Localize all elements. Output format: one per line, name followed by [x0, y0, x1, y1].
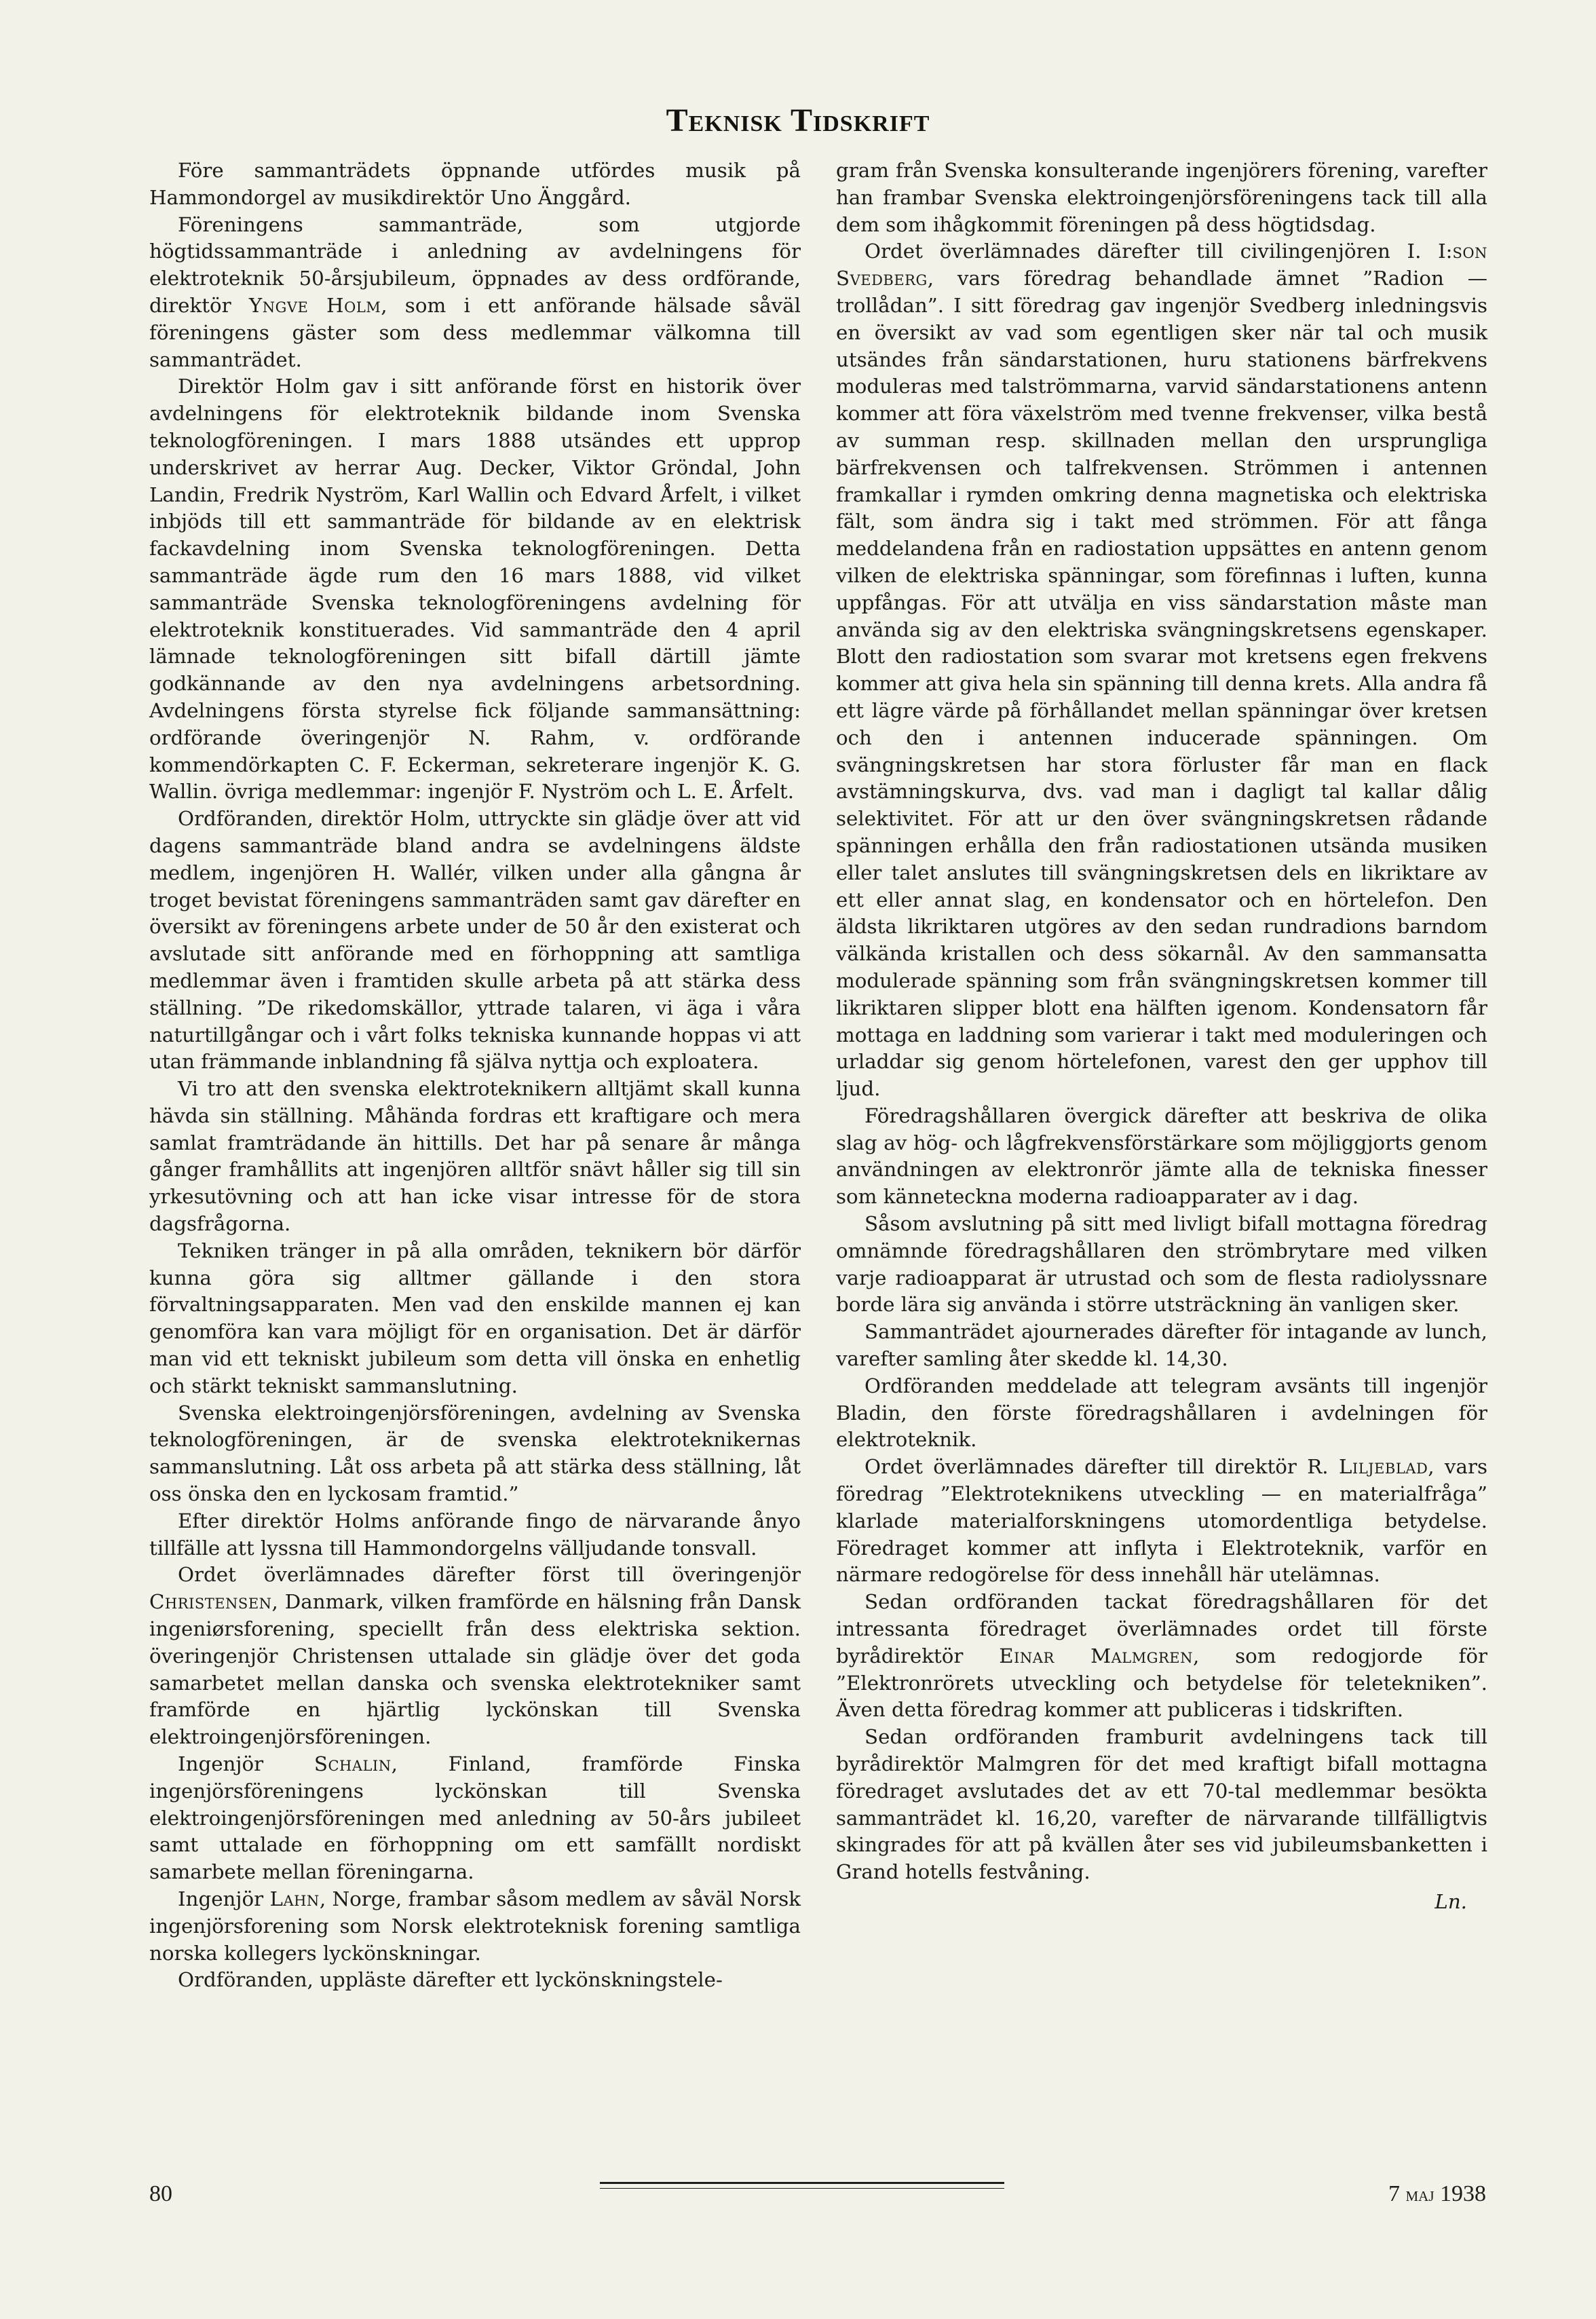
person-name: Einar Malmgren: [999, 1644, 1193, 1667]
issue-date: 7 maj 1938: [1388, 2181, 1486, 2206]
paragraph: Ordföranden, uppläste därefter ett lyckönskningstele-: [178, 1968, 723, 1992]
paragraph: Tekniken tränger in på alla områden, teknikern bör därför kunna göra sig alltmer gällande i den stora förvaltningsapparaten. Men vad den enskilde mannen ej kan genomföra kan vara möjligt för en organisation. Det är därför man vid ett tekniskt jubileum som detta vill önska en enhetlig och stärkt tekniskt sammanslutning.: [149, 1239, 801, 1397]
paragraph: Vi tro att den svenska elektroteknikern alltjämt skall kunna hävda sin ställning. Måhända fordras ett kraftigare och mera samlat framträdande än hittills. Det har på senare år många gånger framhållits att ingenjören alltför snävt håller sig till sin yrkesutövning och att han icke visar intresse för de stora dagsfrågorna.: [149, 1077, 801, 1236]
paragraph: gram från Svenska konsulterande ingenjörers förening, varefter han frambar Svenska elektroingenjörsföreningens tack till alla dem som ihågkommit föreningen på dess högtidsdag.: [836, 159, 1487, 236]
person-name: Schalin: [314, 1752, 392, 1776]
footer-rule: [600, 2182, 1004, 2184]
paragraph: Sedan ordföranden tackat föredragshållaren för det intressanta föredraget överlämnades ordet till förste byrådirektör Einar Malmgren, som redogjorde för ”Elektronrörets utveckling och betydelse för teletekniken”. Även detta föredrag kommer att publiceras i tidskriften.: [836, 1590, 1488, 1722]
paragraph: Ordföranden meddelade att telegram avsänts till ingenjör Bladin, den förste föredragshållaren i avdelningen för elektroteknik.: [836, 1374, 1487, 1452]
paragraph: Såsom avslutning på sitt med livligt bifall mottagna föredrag omnämnde föredragshållaren den strömbrytare med vilken varje radioapparat är utrustad och som de flesta radiolyssnare borde lära sig använda i större utsträckning än vanligen sker.: [836, 1212, 1487, 1317]
paragraph: Före sammanträdets öppnande utfördes musik på Hammondorgel av musikdirektör Uno Änggård.: [149, 159, 801, 209]
paragraph: Ingenjör Schalin, Finland, framförde Finska ingenjörsföreningens lyckönskan till Svenska elektroingenjörsföreningen med anledning av 50-års jubileet samt uttalade en förhoppning om ett samfällt nordiskt samarbete mellan föreningarna.: [149, 1752, 801, 1884]
person-name: Yngve Holm: [248, 293, 381, 317]
person-name: Lahn: [269, 1887, 320, 1910]
paragraph: Sedan ordföranden framburit avdelningens tack till byrådirektör Malmgren för det med kraftigt bifall mottagna föredraget avslutades det av ett 70-tal medlemmar besökta sammanträdet kl. 16,20, varefter de närvarande tillfälligtvis skingrades för att på kvällen åter ses vid jubileumsbanketten i Grand hotells festvåning.: [836, 1725, 1487, 1884]
paragraph: Direktör Holm gav i sitt anförande först en historik över avdelningens för elektroteknik bildande inom Svenska teknologföreningen. I mars 1888 utsändes ett upprop underskrivet av herrar Aug. Decker, Viktor Gröndal, John Landin, Fredrik Nyström, Karl Wallin och Edvard Årfelt, i vilket inbjöds till ett sammanträde för bildande av en elektrisk fackavdelning inom Svenska teknologföreningen. Detta sammanträde ägde rum den 16 mars 1888, vid vilket sammanträde Svenska teknologföreningens avdelning för elektroteknik konstituerades. Vid sammanträde den 4 april lämnade teknologföreningen sitt bifall därtill jämte godkännande av den nya avdelningens arbetsordning. Avdelningens första styrelse fick följande sammansättning: ordförande överingenjör N. Rahm, v. ordförande kommendörkapten C. F. Eckerman, sekreterare ingenjör K. G. Wallin. övriga medlemmar: ingenjör F. Nyström och L. E. Årfelt.: [149, 375, 801, 804]
page-number: 80: [149, 2181, 172, 2206]
paragraph: Svenska elektroingenjörsföreningen, avdelning av Svenska teknologföreningen, är de svenska elektroteknikernas sammanslutning. Låt oss arbeta på att stärka dess ställning, låt oss önska den en lyckosam framtid.”: [149, 1401, 801, 1506]
paragraph: Ordet överlämnades därefter till direktör R. Liljeblad, vars föredrag ”Elektroteknikens utveckling — en materialfråga” klarlade materialforskningens utomordentliga betydelse. Föredraget kommer att inflyta i Elektroteknik, varför en närmare redogörelse för dess innehåll här utelämnas.: [836, 1455, 1487, 1587]
paragraph: Ordet överlämnades därefter till civilingenjören I. I:son Svedberg, vars föredrag behandlade ämnet ”Radion — trollådan”. I sitt föredrag gav ingenjör Svedberg inledningsvis en översikt av vad som egentligen sker när tal och musik utsändes från sändarstationen, huru stationens bärfrekvens moduleras med talströmmarna, varvid sändarstationens antenn kommer att föra växelström med tvenne frekvenser, vilka bestå av summan resp. skillnaden mellan den ursprungliga bärfrekvensen och talfrekvensen. Strömmen i antennen framkallar i rymden omkring denna magnetiska och elektriska fält, som ändra sig i takt med strömmen. För att fånga meddelandena från en radiostation uppsättes en antenn genom vilken de elektriska spänningar, som förefinnas i luften, kunna uppfångas. För att utvälja en viss sändarstation måste man använda sig av den elektriska svängningskretsens egenskaper. Blott den radiostation som svarar mot kretsens egen frekvens kommer att giva hela sin spänning till denna krets. Alla andra få ett lägre värde på förhållandet mellan spänningar över kretsen och den i antennen inducerade spänningen. Om svängningskretsen har stora förluster får man en flack avstämningskurva, dvs. vad man i dagligt tal kallar dålig selektivitet. För att ur den över svängningskretsen rådande spänningen erhålla den från radiostationen utsända musiken eller talet anslutes till svängningskretsen dels en likriktare av ett eller annat slag, en kondensator och en hörtelefon. Den äldsta likriktaren utgöres av den sedan rundradions barndom välkända kristallen och dess sökarnål. Av den sammansatta modulerade spänning som från svängningskretsen kommer till likriktaren slipper blott ena hälften igenom. Kondensatorn får mottaga en laddning som varierar i takt med moduleringen och urladdar sig genom hörtelefonen, varest den ger upphov till ljud.: [836, 240, 1487, 1101]
paragraph: Sammanträdet ajournerades därefter för intagande av lunch, varefter samling åter skedde kl. 14,30.: [836, 1320, 1487, 1371]
person-name: son Svedberg: [836, 240, 1487, 290]
author-signature: Ln.: [1434, 1890, 1467, 1913]
journal-masthead: Teknisk Tidskrift: [666, 102, 930, 138]
paragraph: Efter direktör Holms anförande fingo de närvarande ånyo tillfälle att lyssna till Hammondorgelns välljudande tonsvall.: [149, 1509, 801, 1560]
paragraph: Föreningens sammanträde, som utgjorde högtidssammanträde i anledning av avdelningens för elektroteknik 50-årsjubileum, öppnades av dess ordförande, direktör Yngve Holm, som i ett anförande hälsade såväl föreningens gäster som dess medlemmar välkomna till sammanträdet.: [149, 212, 801, 371]
left-column: [149, 157, 801, 1994]
paragraph: Ordföranden, direktör Holm, uttryckte sin glädje över att vid dagens sammanträde bland andra se avdelningens äldste medlem, ingenjören H. Wallér, vilken under alla gångna år troget bevistat föreningens sammanträden samt gav därefter en översikt av föreningens arbete under de 50 år den existerat och avslutade sitt anförande med en förhoppning att samtliga medlemmar även i framtiden skulle arbeta på att stärka dess ställning. ”De rikedomskällor, yttrade talaren, vi äga i våra naturtillgångar och i vårt folks tekniska kunnande hoppas vi att utan främmande inblandning få själva nyttja och exploatera.: [149, 807, 801, 1074]
person-name: Liljeblad: [1338, 1455, 1428, 1479]
paragraph: Ordet överlämnades därefter först till överingenjör Christensen, Danmark, vilken framförde en hälsning från Dansk ingeniørsforening, speciellt från dess elektriska sektion. överingenjör Christensen uttalade sin glädje över det goda samarbetet mellan danska och svenska elektrotekniker samt framförde en hjärtlig lyckönskan till Svenska elektroingenjörsföreningen.: [149, 1563, 801, 1749]
right-column: [836, 157, 1487, 1916]
paragraph: Föredragshållaren övergick därefter att beskriva de olika slag av hög- och lågfrekvensförstärkare som möjliggjorts genom användningen av elektronrör jämte alla de tekniska finesser som känneteckna moderna radioapparater av i dag.: [836, 1104, 1487, 1209]
paragraph: Ingenjör Lahn, Norge, frambar såsom medlem av såväl Norsk ingenjörsforening som Norsk elektroteknisk forening samtliga norska kollegers lyckönskningar.: [149, 1887, 801, 1965]
footer-rule-thin: [600, 2188, 1004, 2189]
person-name: Christensen: [149, 1590, 272, 1614]
